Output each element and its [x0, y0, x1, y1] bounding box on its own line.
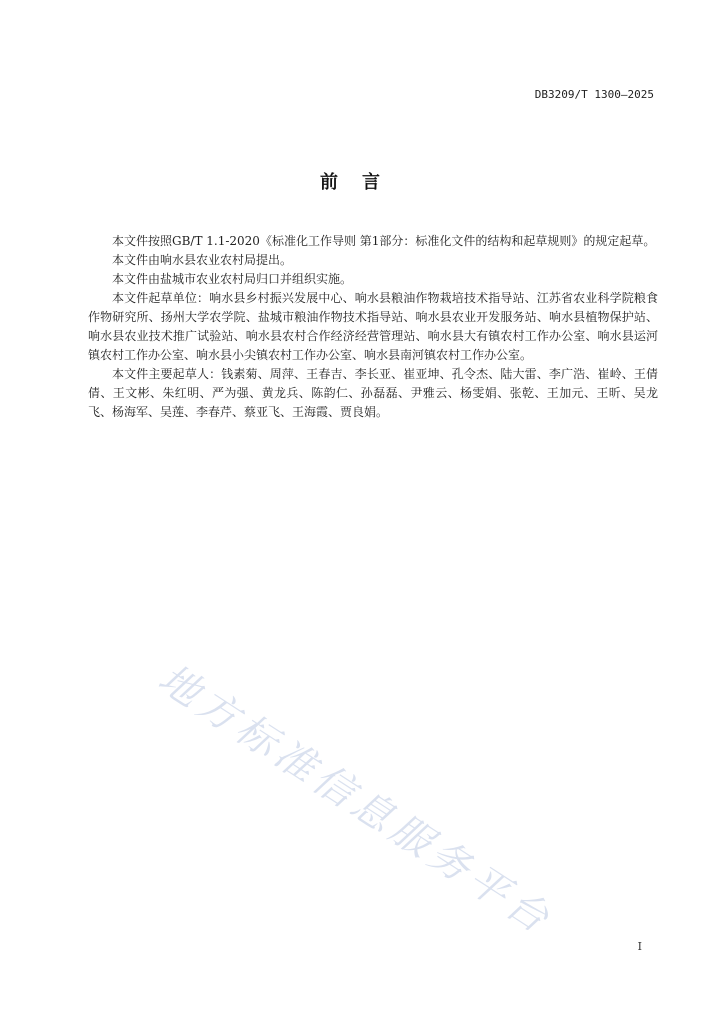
paragraph-administrator: 本文件由盐城市农业农村局归口并组织实施。 [112, 272, 353, 286]
page-number: I [637, 940, 642, 953]
watermark: 地方标准信息服务平台 [150, 655, 561, 945]
paragraph-drafters: 本文件主要起草人：钱素菊、周萍、王春吉、李长亚、崔亚坤、孔令杰、陆大雷、李广浩、崔岭、王倩倩、王文彬、朱红明、严为强、黄龙兵、陈韵仁、孙磊磊、尹雅云、杨雯娟、张乾、王加元、王昕、吴龙飞、杨海军、吴莲、李春芹、蔡亚飞、王海霞、贾良娟。 [88, 367, 658, 419]
document-code: DB3209/T 1300—2025 [534, 88, 654, 101]
document-body [88, 232, 658, 422]
paragraph-drafting-units: 本文件起草单位：响水县乡村振兴发展中心、响水县粮油作物栽培技术指导站、江苏省农业科学院粮食作物研究所、扬州大学农学院、盐城市粮油作物技术指导站、响水县农业开发服务站、响水县植物保护站、响水县农业技术推广试验站、响水县农村合作经济经营管理站、响水县大有镇农村工作办公室、响水县运河镇农村工作办公室、响水县小尖镇农村工作办公室、响水县南河镇农村工作办公室。 [88, 291, 658, 362]
paragraph-standard-basis: 本文件按照GB/T 1.1-2020《标准化工作导则 第1部分：标准化文件的结构和起草规则》的规定起草。 [112, 234, 656, 248]
page-title: 前言 [320, 172, 404, 193]
paragraph-proposer: 本文件由响水县农业农村局提出。 [112, 253, 293, 267]
